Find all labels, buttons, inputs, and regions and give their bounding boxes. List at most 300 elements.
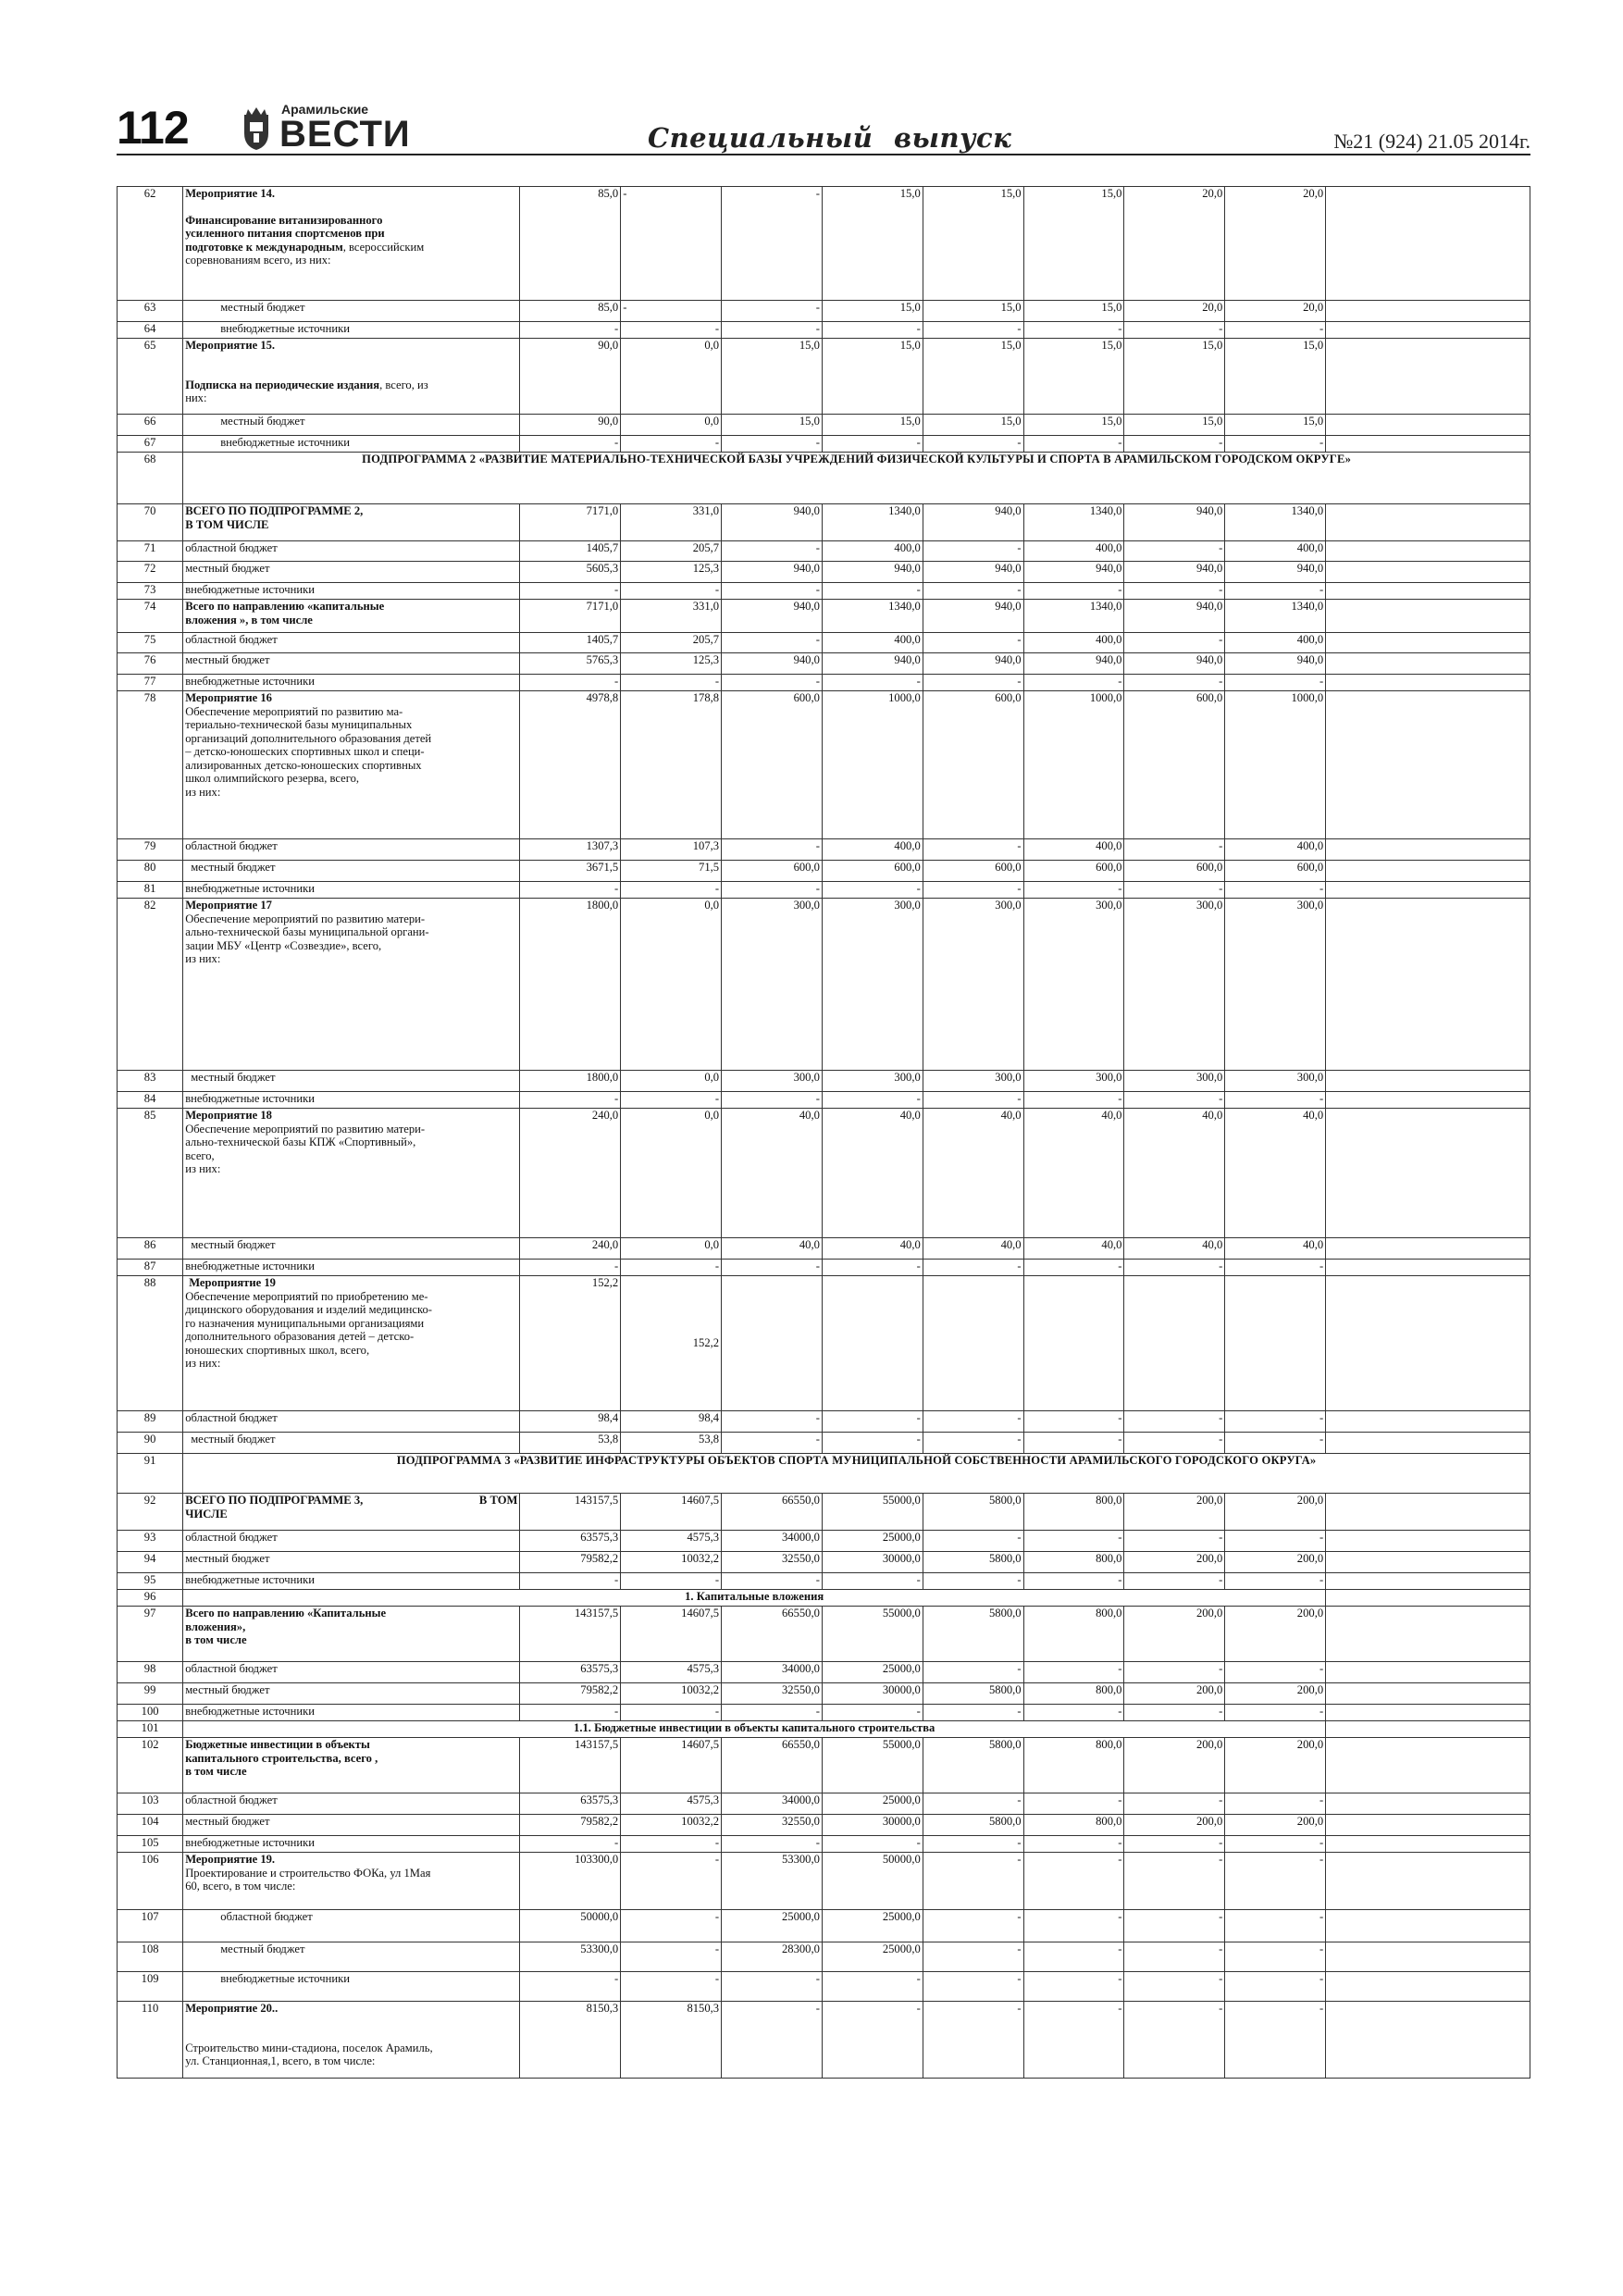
value-cell: 200,0 bbox=[1225, 1738, 1326, 1793]
value-cell: 55000,0 bbox=[822, 1494, 923, 1531]
value-cell: 940,0 bbox=[722, 562, 823, 583]
value-cell: - bbox=[822, 675, 923, 691]
value-cell: 5800,0 bbox=[923, 1607, 1023, 1662]
value-cell: - bbox=[722, 1260, 823, 1276]
row-number: 97 bbox=[118, 1607, 183, 1662]
value-cell: 400,0 bbox=[1023, 839, 1124, 861]
row-name: областной бюджет bbox=[183, 1662, 520, 1683]
value-cell: - bbox=[722, 301, 823, 322]
value-cell: - bbox=[1023, 1662, 1124, 1683]
value-cell: - bbox=[621, 1942, 722, 1972]
value-cell: 32550,0 bbox=[722, 1683, 823, 1705]
value-cell: 240,0 bbox=[520, 1109, 621, 1238]
value-cell: - bbox=[923, 1853, 1023, 1910]
value-cell: 400,0 bbox=[822, 633, 923, 653]
row-number: 92 bbox=[118, 1494, 183, 1531]
value-cell: 143157,5 bbox=[520, 1607, 621, 1662]
issue-number: №21 (924) 21.05 2014г. bbox=[1333, 130, 1530, 153]
value-cell: 20,0 bbox=[1225, 301, 1326, 322]
value-cell: - bbox=[1124, 2002, 1225, 2079]
value-cell: - bbox=[923, 2002, 1023, 2079]
value-cell: - bbox=[822, 1836, 923, 1853]
table-row bbox=[118, 633, 1530, 653]
value-cell: 600,0 bbox=[1124, 861, 1225, 882]
row-name: внебюджетные источники bbox=[183, 882, 520, 899]
value-cell: 800,0 bbox=[1023, 1552, 1124, 1573]
value-cell: 0,0 bbox=[621, 1071, 722, 1092]
value-cell: 178,8 bbox=[621, 691, 722, 839]
row-name: Мероприятие 14. Финансирование витанизированного усиленного питания спортсменов при подготовке к международным, всероссийским соревнованиям всего, из них: bbox=[183, 187, 520, 301]
row-name: ВСЕГО ПО ПОДПРОГРАММЕ 2, В ТОМ ЧИСЛЕ bbox=[183, 504, 520, 541]
value-cell: 15,0 bbox=[1023, 301, 1124, 322]
row-number: 102 bbox=[118, 1738, 183, 1793]
value-cell: - bbox=[520, 1972, 621, 2002]
value-cell: 15,0 bbox=[1225, 415, 1326, 436]
value-cell: 600,0 bbox=[822, 861, 923, 882]
value-cell: 940,0 bbox=[722, 600, 823, 633]
value-cell: - bbox=[1124, 1836, 1225, 1853]
value-cell: - bbox=[1124, 1433, 1225, 1454]
section-row bbox=[118, 1590, 1530, 1607]
table-row bbox=[118, 1276, 1530, 1411]
value-cell: 8150,3 bbox=[520, 2002, 621, 2079]
value-cell: 40,0 bbox=[1023, 1109, 1124, 1238]
value-cell: - bbox=[1124, 1573, 1225, 1590]
table-row bbox=[118, 600, 1530, 633]
value-cell: - bbox=[1225, 1092, 1326, 1109]
value-cell: 200,0 bbox=[1124, 1494, 1225, 1531]
value-cell: - bbox=[520, 675, 621, 691]
value-cell: - bbox=[1023, 1910, 1124, 1942]
value-cell: 8150,3 bbox=[621, 2002, 722, 2079]
logo-subtitle: Арамильские bbox=[281, 102, 369, 117]
value-cell: - bbox=[1225, 1705, 1326, 1721]
value-cell: 15,0 bbox=[1023, 339, 1124, 415]
value-cell: - bbox=[1225, 1910, 1326, 1942]
value-cell: 90,0 bbox=[520, 339, 621, 415]
row-name: внебюджетные источники bbox=[183, 1836, 520, 1853]
value-cell: 400,0 bbox=[1023, 541, 1124, 562]
table-row bbox=[118, 2002, 1530, 2079]
value-cell: 25000,0 bbox=[822, 1910, 923, 1942]
value-cell: 28300,0 bbox=[722, 1942, 823, 1972]
value-cell: 300,0 bbox=[822, 1071, 923, 1092]
value-cell: 0,0 bbox=[621, 339, 722, 415]
value-cell: 1340,0 bbox=[1225, 504, 1326, 541]
value-cell: 200,0 bbox=[1124, 1607, 1225, 1662]
value-cell: - bbox=[722, 1573, 823, 1590]
subprogram-title: ПОДПРОГРАММА 2 «РАЗВИТИЕ МАТЕРИАЛЬНО-ТЕХНИЧЕСКОЙ БАЗЫ УЧРЕЖДЕНИЙ ФИЗИЧЕСКОЙ КУЛЬТУРЫ И СПОРТА В АРАМИЛЬСКОМ ГОРОДСКОМ ОКРУГЕ» bbox=[183, 453, 1530, 504]
value-cell: - bbox=[621, 1705, 722, 1721]
table-row bbox=[118, 1793, 1530, 1815]
value-cell: - bbox=[520, 1573, 621, 1590]
row-number: 79 bbox=[118, 839, 183, 861]
value-cell: 3671,5 bbox=[520, 861, 621, 882]
issue-title: Специальный выпуск bbox=[648, 122, 1012, 154]
value-cell: - bbox=[923, 633, 1023, 653]
table-row bbox=[118, 1109, 1530, 1238]
value-cell: 205,7 bbox=[621, 541, 722, 562]
value-cell: 940,0 bbox=[923, 600, 1023, 633]
value-cell: 34000,0 bbox=[722, 1531, 823, 1552]
value-cell: 300,0 bbox=[1124, 1071, 1225, 1092]
value-cell: - bbox=[722, 633, 823, 653]
value-cell: - bbox=[923, 1662, 1023, 1683]
row-number: 78 bbox=[118, 691, 183, 839]
row-name: внебюджетные источники bbox=[183, 1092, 520, 1109]
value-cell: - bbox=[822, 1972, 923, 2002]
value-cell: - bbox=[1225, 1836, 1326, 1853]
value-cell: - bbox=[722, 1972, 823, 2002]
value-cell: 5605,3 bbox=[520, 562, 621, 583]
value-cell: - bbox=[923, 1910, 1023, 1942]
value-cell: - bbox=[1225, 1573, 1326, 1590]
value-cell: - bbox=[1225, 1793, 1326, 1815]
value-cell: - bbox=[1023, 1092, 1124, 1109]
value-cell: 25000,0 bbox=[822, 1942, 923, 1972]
value-cell: 300,0 bbox=[1225, 899, 1326, 1071]
row-name: областной бюджет bbox=[183, 633, 520, 653]
value-cell: 40,0 bbox=[1023, 1238, 1124, 1260]
value-cell: 4575,3 bbox=[621, 1793, 722, 1815]
value-cell: 1340,0 bbox=[822, 600, 923, 633]
row-name: ВСЕГО ПО ПОДПРОГРАММЕ 3, В ТОМ ЧИСЛЕ bbox=[183, 1494, 520, 1531]
value-cell: - bbox=[1023, 1942, 1124, 1972]
value-cell: 53300,0 bbox=[722, 1853, 823, 1910]
value-cell: 5800,0 bbox=[923, 1738, 1023, 1793]
table-row bbox=[118, 1260, 1530, 1276]
row-name: местный бюджет bbox=[183, 1238, 520, 1260]
value-cell: 800,0 bbox=[1023, 1494, 1124, 1531]
value-cell: - bbox=[923, 882, 1023, 899]
value-cell: - bbox=[923, 541, 1023, 562]
value-cell: - bbox=[520, 1705, 621, 1721]
value-cell: 600,0 bbox=[722, 861, 823, 882]
row-name: областной бюджет bbox=[183, 541, 520, 562]
value-cell: - bbox=[1225, 1972, 1326, 2002]
value-cell: - bbox=[722, 882, 823, 899]
value-cell: - bbox=[822, 583, 923, 600]
table-row bbox=[118, 1836, 1530, 1853]
value-cell: 50000,0 bbox=[520, 1910, 621, 1942]
value-cell: 40,0 bbox=[923, 1109, 1023, 1238]
value-cell: 98,4 bbox=[520, 1411, 621, 1433]
table-row bbox=[118, 839, 1530, 861]
row-number: 94 bbox=[118, 1552, 183, 1573]
value-cell: - bbox=[1124, 882, 1225, 899]
row-number: 67 bbox=[118, 436, 183, 453]
value-cell: 20,0 bbox=[1225, 187, 1326, 301]
table-row bbox=[118, 1433, 1530, 1454]
value-cell: - bbox=[1023, 2002, 1124, 2079]
row-number: 62 bbox=[118, 187, 183, 301]
value-cell: 940,0 bbox=[1124, 653, 1225, 675]
value-cell: - bbox=[923, 1705, 1023, 1721]
value-cell: - bbox=[1124, 1260, 1225, 1276]
row-number: 88 bbox=[118, 1276, 183, 1411]
row-name: местный бюджет bbox=[183, 1071, 520, 1092]
row-name: Мероприятие 19 Обеспечение мероприятий по приобретению ме- дицинского оборудования и изделий медицинско- го назначения муниципальными организациями дополнительного образования детей – детско- юношеских спортивных школ, всего, из них: bbox=[183, 1276, 520, 1411]
row-number: 96 bbox=[118, 1590, 183, 1607]
value-cell: - bbox=[1023, 583, 1124, 600]
value-cell: - bbox=[520, 1836, 621, 1853]
value-cell: - bbox=[923, 1531, 1023, 1552]
value-cell: 0,0 bbox=[621, 899, 722, 1071]
value-cell: 400,0 bbox=[822, 541, 923, 562]
value-cell: - bbox=[1124, 436, 1225, 453]
value-cell: 1307,3 bbox=[520, 839, 621, 861]
value-cell: - bbox=[1124, 1531, 1225, 1552]
value-cell: - bbox=[1225, 1853, 1326, 1910]
row-name: местный бюджет bbox=[183, 1683, 520, 1705]
value-cell: 40,0 bbox=[822, 1109, 923, 1238]
value-cell: - bbox=[722, 436, 823, 453]
value-cell: - bbox=[1124, 583, 1225, 600]
value-cell: 15,0 bbox=[923, 301, 1023, 322]
value-cell: - bbox=[923, 1942, 1023, 1972]
value-cell: - bbox=[923, 1092, 1023, 1109]
value-cell: 300,0 bbox=[1023, 1071, 1124, 1092]
value-cell: 331,0 bbox=[621, 504, 722, 541]
value-cell: - bbox=[1225, 436, 1326, 453]
row-number: 100 bbox=[118, 1705, 183, 1721]
table-row bbox=[118, 583, 1530, 600]
table-row bbox=[118, 1092, 1530, 1109]
value-cell: 40,0 bbox=[1124, 1109, 1225, 1238]
table-row bbox=[118, 415, 1530, 436]
value-cell: 40,0 bbox=[722, 1238, 823, 1260]
row-name: внебюджетные источники bbox=[183, 1972, 520, 2002]
row-number: 64 bbox=[118, 322, 183, 339]
value-cell: - bbox=[621, 675, 722, 691]
value-cell: 15,0 bbox=[1225, 339, 1326, 415]
value-cell: - bbox=[1023, 1705, 1124, 1721]
row-name: местный бюджет bbox=[183, 1552, 520, 1573]
row-number: 93 bbox=[118, 1531, 183, 1552]
value-cell: - bbox=[822, 436, 923, 453]
value-cell: - bbox=[621, 322, 722, 339]
row-number: 105 bbox=[118, 1836, 183, 1853]
row-number: 90 bbox=[118, 1433, 183, 1454]
value-cell: 10032,2 bbox=[621, 1552, 722, 1573]
table-row bbox=[118, 1683, 1530, 1705]
value-cell: 40,0 bbox=[722, 1109, 823, 1238]
table-row bbox=[118, 1573, 1530, 1590]
value-cell: 15,0 bbox=[1124, 415, 1225, 436]
row-number: 98 bbox=[118, 1662, 183, 1683]
row-number: 75 bbox=[118, 633, 183, 653]
value-cell: - bbox=[923, 675, 1023, 691]
value-cell: - bbox=[1124, 322, 1225, 339]
value-cell: 940,0 bbox=[1124, 562, 1225, 583]
value-cell: - bbox=[722, 322, 823, 339]
value-cell: 40,0 bbox=[1225, 1238, 1326, 1260]
row-number: 76 bbox=[118, 653, 183, 675]
row-number: 84 bbox=[118, 1092, 183, 1109]
budget-table bbox=[117, 186, 1530, 2079]
value-cell: - bbox=[1225, 322, 1326, 339]
value-cell: 40,0 bbox=[1124, 1238, 1225, 1260]
value-cell: 15,0 bbox=[822, 187, 923, 301]
row-name: внебюджетные источники bbox=[183, 436, 520, 453]
value-cell: - bbox=[722, 1411, 823, 1433]
row-name: Мероприятие 20.. Строительство мини-стадиона, поселок Арамиль, ул. Станционная,1, всего, в том числе: bbox=[183, 2002, 520, 2079]
logo-title: ВЕСТИ bbox=[279, 114, 411, 155]
value-cell: 400,0 bbox=[1225, 839, 1326, 861]
value-cell: 53,8 bbox=[621, 1433, 722, 1454]
value-cell: - bbox=[1023, 1573, 1124, 1590]
table-row bbox=[118, 1910, 1530, 1942]
value-cell: - bbox=[1225, 583, 1326, 600]
value-cell: - bbox=[1225, 882, 1326, 899]
subprogram-title: ПОДПРОГРАММА 3 «РАЗВИТИЕ ИНФРАСТРУКТУРЫ ОБЪЕКТОВ СПОРТА МУНИЦИПАЛЬНОЙ СОБСТВЕННОСТИ АРАМИЛЬСКОГО ГОРОДСКОГО ОКРУГА» bbox=[183, 1454, 1530, 1494]
value-cell: - bbox=[1023, 675, 1124, 691]
table-row bbox=[118, 1705, 1530, 1721]
value-cell: 20,0 bbox=[1124, 301, 1225, 322]
value-cell: - bbox=[520, 322, 621, 339]
value-cell: 1800,0 bbox=[520, 1071, 621, 1092]
value-cell: 0,0 bbox=[621, 1109, 722, 1238]
value-cell: 940,0 bbox=[923, 653, 1023, 675]
value-cell: 5800,0 bbox=[923, 1815, 1023, 1836]
value-cell: 79582,2 bbox=[520, 1552, 621, 1573]
row-name: внебюджетные источники bbox=[183, 675, 520, 691]
value-cell: - bbox=[621, 583, 722, 600]
value-cell: 300,0 bbox=[722, 1071, 823, 1092]
table-row bbox=[118, 1238, 1530, 1260]
value-cell: - bbox=[1023, 322, 1124, 339]
table-row bbox=[118, 1607, 1530, 1662]
table-row bbox=[118, 675, 1530, 691]
value-cell: 25000,0 bbox=[822, 1793, 923, 1815]
value-cell: - bbox=[1124, 1910, 1225, 1942]
value-cell: 940,0 bbox=[1225, 653, 1326, 675]
value-cell: 10032,2 bbox=[621, 1815, 722, 1836]
value-cell: 152,2 bbox=[520, 1276, 621, 1411]
value-cell: 14607,5 bbox=[621, 1738, 722, 1793]
table-row bbox=[118, 653, 1530, 675]
value-cell: 63575,3 bbox=[520, 1793, 621, 1815]
value-cell: - bbox=[722, 541, 823, 562]
value-cell: - bbox=[621, 436, 722, 453]
value-cell: 34000,0 bbox=[722, 1793, 823, 1815]
row-name: областной бюджет bbox=[183, 1793, 520, 1815]
row-number: 107 bbox=[118, 1910, 183, 1942]
value-cell: 200,0 bbox=[1225, 1552, 1326, 1573]
value-cell: 15,0 bbox=[923, 415, 1023, 436]
value-cell: 300,0 bbox=[923, 899, 1023, 1071]
value-cell: 15,0 bbox=[722, 415, 823, 436]
value-cell: - bbox=[621, 187, 722, 301]
value-cell: 98,4 bbox=[621, 1411, 722, 1433]
value-cell: - bbox=[722, 839, 823, 861]
value-cell: - bbox=[1124, 1705, 1225, 1721]
value-cell: - bbox=[923, 1433, 1023, 1454]
value-cell: 5800,0 bbox=[923, 1494, 1023, 1531]
value-cell: 4575,3 bbox=[621, 1662, 722, 1683]
value-cell: - bbox=[1225, 1531, 1326, 1552]
value-cell: - bbox=[1225, 1942, 1326, 1972]
row-number: 66 bbox=[118, 415, 183, 436]
table-row bbox=[118, 1972, 1530, 2002]
value-cell: 15,0 bbox=[1124, 339, 1225, 415]
value-cell: 50000,0 bbox=[822, 1853, 923, 1910]
value-cell: - bbox=[923, 1411, 1023, 1433]
value-cell: - bbox=[1124, 633, 1225, 653]
value-cell: - bbox=[621, 1972, 722, 2002]
row-number: 106 bbox=[118, 1853, 183, 1910]
value-cell: 1340,0 bbox=[822, 504, 923, 541]
value-cell: 5765,3 bbox=[520, 653, 621, 675]
value-cell: - bbox=[822, 1260, 923, 1276]
value-cell: 85,0 bbox=[520, 187, 621, 301]
value-cell: 85,0 bbox=[520, 301, 621, 322]
value-cell: 10032,2 bbox=[621, 1683, 722, 1705]
value-cell: 53300,0 bbox=[520, 1942, 621, 1972]
table-row bbox=[118, 882, 1530, 899]
value-cell: - bbox=[1023, 1972, 1124, 2002]
value-cell: 20,0 bbox=[1124, 187, 1225, 301]
row-name: Бюджетные инвестиции в объекты капитального строительства, всего , в том числе bbox=[183, 1738, 520, 1793]
value-cell: 600,0 bbox=[923, 861, 1023, 882]
value-cell: 152,2 bbox=[621, 1276, 722, 1411]
value-cell: - bbox=[1124, 1793, 1225, 1815]
value-cell: 1405,7 bbox=[520, 633, 621, 653]
value-cell: 300,0 bbox=[923, 1071, 1023, 1092]
value-cell: 200,0 bbox=[1124, 1552, 1225, 1573]
row-number: 103 bbox=[118, 1793, 183, 1815]
value-cell: - bbox=[923, 1836, 1023, 1853]
row-name: местный бюджет bbox=[183, 415, 520, 436]
value-cell: 125,3 bbox=[621, 562, 722, 583]
value-cell: 300,0 bbox=[1023, 899, 1124, 1071]
row-number: 74 bbox=[118, 600, 183, 633]
value-cell: 205,7 bbox=[621, 633, 722, 653]
value-cell: 55000,0 bbox=[822, 1738, 923, 1793]
value-cell: - bbox=[722, 1705, 823, 1721]
value-cell: - bbox=[722, 187, 823, 301]
value-cell: - bbox=[822, 1433, 923, 1454]
row-name: Всего по направлению «Капитальные вложения», в том числе bbox=[183, 1607, 520, 1662]
row-name: внебюджетные источники bbox=[183, 1260, 520, 1276]
value-cell: - bbox=[520, 1260, 621, 1276]
row-number: 110 bbox=[118, 2002, 183, 2079]
value-cell: 32550,0 bbox=[722, 1552, 823, 1573]
value-cell: - bbox=[1023, 1836, 1124, 1853]
row-name: областной бюджет bbox=[183, 1411, 520, 1433]
row-name: местный бюджет bbox=[183, 653, 520, 675]
value-cell: 15,0 bbox=[1023, 187, 1124, 301]
row-number: 73 bbox=[118, 583, 183, 600]
value-cell: 25000,0 bbox=[822, 1662, 923, 1683]
row-number: 68 bbox=[118, 453, 183, 504]
value-cell: 1800,0 bbox=[520, 899, 621, 1071]
section-row bbox=[118, 1454, 1530, 1494]
value-cell: 53,8 bbox=[520, 1433, 621, 1454]
table-row bbox=[118, 541, 1530, 562]
value-cell: - bbox=[822, 1411, 923, 1433]
value-cell: 300,0 bbox=[1225, 1071, 1326, 1092]
row-name: местный бюджет bbox=[183, 1433, 520, 1454]
value-cell: - bbox=[1023, 1853, 1124, 1910]
value-cell: 940,0 bbox=[1124, 600, 1225, 633]
value-cell: 940,0 bbox=[1023, 653, 1124, 675]
value-cell: 79582,2 bbox=[520, 1815, 621, 1836]
value-cell: 103300,0 bbox=[520, 1853, 621, 1910]
row-number: 108 bbox=[118, 1942, 183, 1972]
value-cell: - bbox=[1124, 1853, 1225, 1910]
value-cell: 0,0 bbox=[621, 1238, 722, 1260]
